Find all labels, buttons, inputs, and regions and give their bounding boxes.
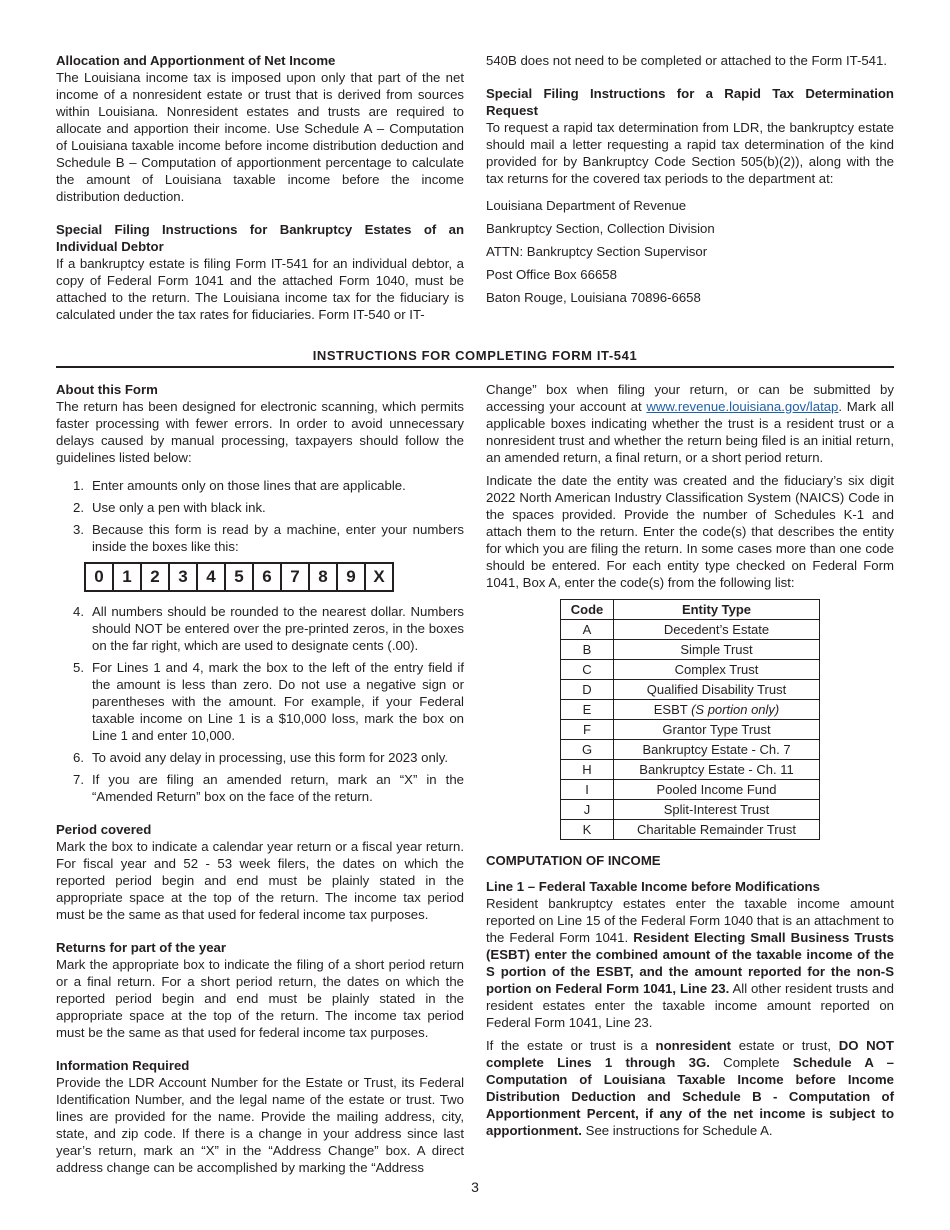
- table-row: C Complex Trust: [561, 660, 820, 680]
- top-left-column: [56, 52, 464, 323]
- address-line: Post Office Box 66658: [486, 267, 617, 282]
- table-row: J Split-Interest Trust: [561, 800, 820, 820]
- address-line: ATTN: Bankruptcy Section Supervisor: [486, 244, 708, 259]
- rapid-determination-heading: Special Filing Instructions for a Rapid Tax Determination Request: [486, 86, 894, 118]
- nonresident-text: If the estate or trust is a nonresident estate or trust, DO NOT complete Lines 1 through 3G. Complete Schedule A – Computation of Louisiana Taxable Income before Income Distribution Deduction and Schedule B - Computation of Apportionment Percent, if any of the net income is subject to apportionment. See instructions for Schedule A.: [486, 1038, 894, 1138]
- top-right-column: [486, 52, 894, 312]
- table-row: K Charitable Remainder Trust: [561, 820, 820, 840]
- table-row: F Grantor Type Trust: [561, 720, 820, 740]
- allocation-text: The Louisiana income tax is imposed upon only that part of the net income of a nonresident estate or trust that is derived from sources within Louisiana. Nonresident estates and trusts are required to allocate and apportion their income. Use Schedule A – Computation of Louisiana taxable income before income distribution deduction and Schedule B – Computation of apportionment percentage to calculate the amount of Louisiana taxable income before the income distribution deduction.: [56, 70, 464, 204]
- list-item: 2. Use only a pen with black ink.: [73, 500, 266, 515]
- info-required-text: Provide the LDR Account Number for the Estate or Trust, its Federal Identification Number, and the legal name of the estate or trust. Two lines are provided for the name. Provide the mailing address, city, state, and zip code. If there is a change in your address since last year’s return, mark an “X” in the “Address Change” box. A direct address change can be accomplished by marking the “Address: [56, 1075, 464, 1175]
- address-line: Baton Rouge, Louisiana 70896-6658: [486, 290, 701, 305]
- digit-box: X: [373, 567, 385, 586]
- digit-box: 0: [86, 564, 114, 590]
- about-text: The return has been designed for electronic scanning, which permits faster processing with fewer errors. In order to avoid unnecessary delays caused by manual processing, taxpayers should follow the guidelines listed below:: [56, 399, 464, 465]
- list-item: 6. To avoid any delay in processing, use this form for 2023 only.: [73, 750, 449, 765]
- mailing-address: [486, 197, 894, 306]
- rapid-determination-text: To request a rapid tax determination from LDR, the bankruptcy estate should mail a letter requesting a rapid tax determination of the kind provided for by Bankruptcy Code Section 505(b)(2)), along with the tax returns for the covered tax periods to the department at:: [486, 120, 894, 186]
- table-row: H Bankruptcy Estate - Ch. 11: [561, 760, 820, 780]
- list-item: 1. Enter amounts only on those lines that are applicable.: [73, 478, 406, 493]
- list-item: 5. For Lines 1 and 4, mark the box to the left of the entry field if the amount is less than zero. Do not use a negative sign or parentheses with the amount. For example, if your Federal taxable income on Line 1 is a $10,000 loss, mark the box on Line 1 and enter 10,000.: [73, 660, 464, 743]
- entity-type-table: [560, 599, 820, 840]
- section-divider: [56, 366, 894, 368]
- list-item: 4. All numbers should be rounded to the nearest dollar. Numbers should NOT be entered over the pre-printed zeros, in the boxes on the far right, which are used to designate cents (.00).: [73, 604, 464, 653]
- table-header-row: [561, 600, 820, 620]
- address-line: Bankruptcy Section, Collection Division: [486, 221, 715, 236]
- about-heading: About this Form: [56, 382, 158, 397]
- table-row: D Qualified Disability Trust: [561, 680, 820, 700]
- digit-box: 7: [282, 564, 310, 590]
- digit-box: 2: [142, 564, 170, 590]
- bankruptcy-text-continued: 540B does not need to be completed or attached to the Form IT-541.: [486, 53, 888, 68]
- period-heading: Period covered: [56, 822, 152, 837]
- guidelines-list: [56, 477, 464, 805]
- digit-box: 5: [226, 564, 254, 590]
- address-line: Louisiana Department of Revenue: [486, 198, 687, 213]
- computation-heading: COMPUTATION OF INCOME: [486, 853, 661, 868]
- latap-link[interactable]: www.revenue.louisiana.gov/latap: [646, 399, 839, 414]
- table-row: E ESBT (S portion only): [561, 700, 820, 720]
- bankruptcy-text: If a bankruptcy estate is filing Form IT-541 for an individual debtor, a copy of Federal Form 1041 and the attached Form 1040, must be attached to the return. The Louisiana income tax for the fiduciary is calculated under the tax rates for fiduciaries. Form IT-540 or IT-: [56, 256, 464, 322]
- table-row: I Pooled Income Fund: [561, 780, 820, 800]
- table-row: A Decedent’s Estate: [561, 620, 820, 640]
- lower-left-column: [56, 381, 464, 1176]
- digit-box: 8: [310, 564, 338, 590]
- digit-box: 4: [198, 564, 226, 590]
- table-row: G Bankruptcy Estate - Ch. 7: [561, 740, 820, 760]
- digit-box: 3: [170, 564, 198, 590]
- info-required-heading: Information Required: [56, 1058, 190, 1073]
- page-number: 3: [471, 1179, 479, 1195]
- line1-heading: Line 1 – Federal Taxable Income before Modifications: [486, 879, 820, 894]
- digit-box-example: [84, 562, 394, 592]
- address-change-text: Change” box when filing your return, or can be submitted by accessing your account at www.revenue.louisiana.gov/latap. Mark all applicable boxes indicating whether the trust is a resident trust or a nonresident trust and whether the return being filed is an initial return, an amended return, a final return, or a short period return.: [486, 382, 894, 465]
- digit-box: 9: [338, 564, 366, 590]
- period-text: Mark the box to indicate a calendar year return or a fiscal year return. For fiscal year and 52 - 53 week filers, the dates on which the reported period begin and end must be plainly stated in the appropriate space at the top of the return. The income tax period must be the same as that used for federal income tax purposes.: [56, 839, 464, 922]
- table-row: B Simple Trust: [561, 640, 820, 660]
- digit-box: 6: [254, 564, 282, 590]
- column-header-code: Code: [561, 600, 614, 620]
- entity-code-text: Indicate the date the entity was created and the fiduciary’s six digit 2022 North American Industry Classification System (NAICS) Code in the spaces provided. Provide the number of Schedules K-1 and attach them to the return. Enter the code(s) that describes the entity for which you are filing the return. In some cases more than one code should be entered. For each entity type checked on Federal Form 1041, Box A, enter the code(s) from the following list:: [486, 473, 894, 590]
- column-header-entity-type: Entity Type: [614, 600, 820, 620]
- lower-right-column: [486, 381, 894, 1139]
- section-title: INSTRUCTIONS FOR COMPLETING FORM IT-541: [312, 348, 638, 363]
- line1-text: Resident bankruptcy estates enter the taxable income amount reported on Line 15 of the Federal Form 1040 that is an attachment to the Federal Form 1041. Resident Electing Small Business Trusts (ESBT) enter the combined amount of the taxable income of the S portion of the ESBT, and the amount reported for the non-S portion on Federal Form 1041, Line 23. All other resident trusts and resident estates enter the taxable income amount reported on Federal Form 1041, Line 23.: [486, 896, 895, 1030]
- list-item: 7. If you are filing an amended return, mark an “X” in the “Amended Return” box on the face of the return.: [73, 772, 464, 804]
- digit-box: 1: [114, 564, 142, 590]
- list-item: 3. Because this form is read by a machine, enter your numbers inside the boxes like this: 0 1 2 3 4 5 6 7 8 9 X: [56, 521, 464, 598]
- allocation-heading: Allocation and Apportionment of Net Income: [56, 53, 336, 68]
- bankruptcy-heading: Special Filing Instructions for Bankruptcy Estates of an Individual Debtor: [56, 222, 464, 254]
- part-year-heading: Returns for part of the year: [56, 940, 227, 955]
- part-year-text: Mark the appropriate box to indicate the filing of a short period return or a final return. For a short period return, the dates on which the reported period begin and end must be plainly stated in the appropriate space at the top of the return. The income tax period must be the same as that used for federal income tax purposes.: [56, 957, 464, 1040]
